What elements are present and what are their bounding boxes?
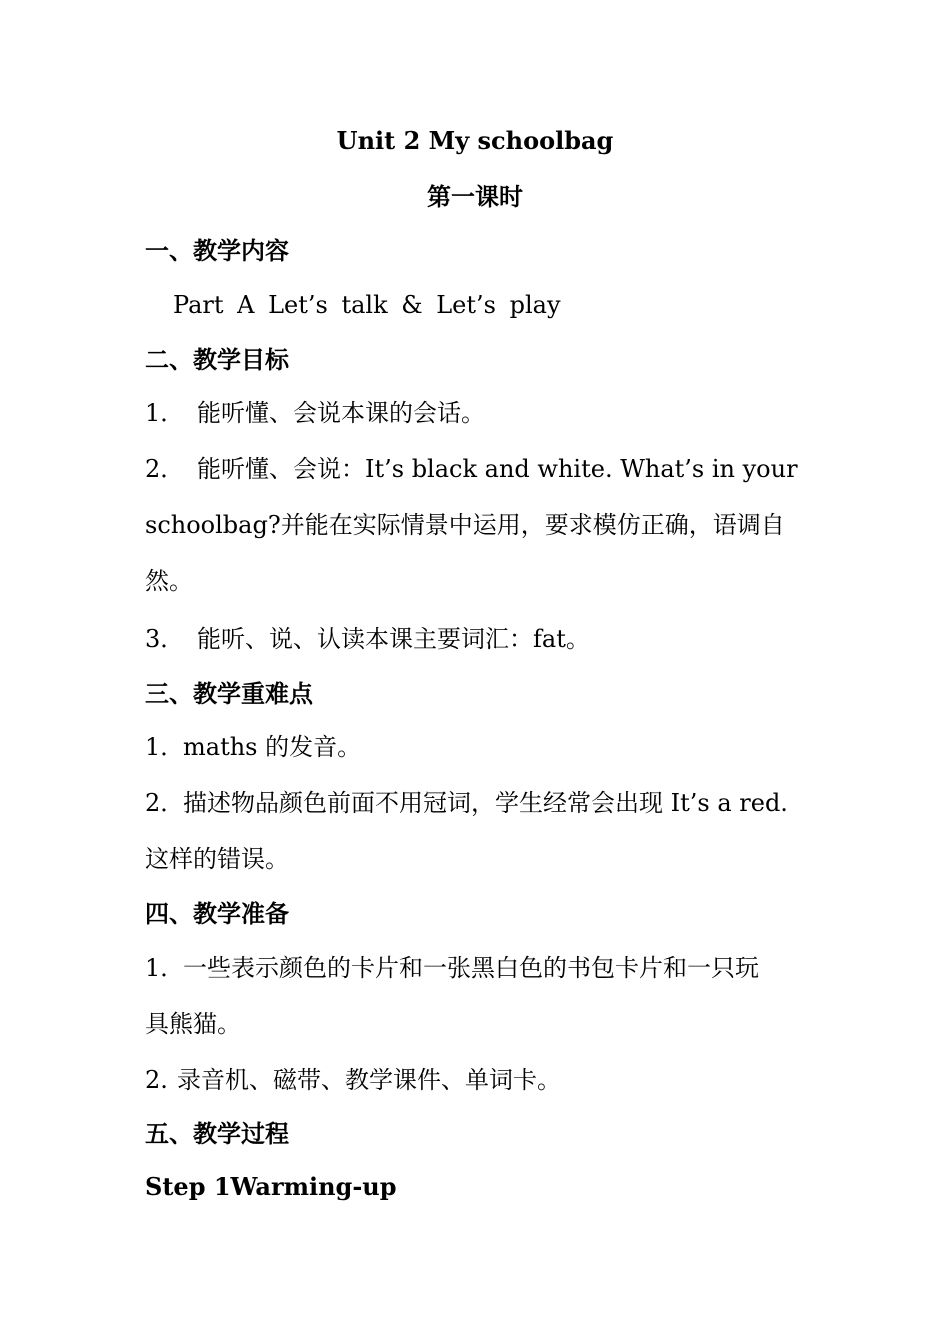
item-text: 描述物品颜色前面不用冠词，学生经常会出现 It’s a red. (183, 789, 788, 817)
preparation-item-continuation: 具熊猫。 (145, 1010, 241, 1038)
section-content-body: Part A Let’s talk & Let’s play (173, 291, 561, 319)
item-text: 一些表示颜色的卡片和一张黑白色的书包卡片和一只玩 (183, 954, 759, 982)
item-number: 1． (145, 399, 185, 427)
objective-item-continuation: 然。 (145, 567, 193, 595)
item-number: 3． (145, 625, 185, 653)
item-number: 1． (145, 954, 185, 982)
section-heading-preparation: 四、教学准备 (145, 899, 289, 928)
preparation-item (145, 1065, 805, 1095)
key-point-item-continuation: 这样的错误。 (145, 845, 289, 873)
section-heading-objectives: 二、教学目标 (145, 345, 289, 374)
lesson-subtitle: 第一课时 (427, 182, 523, 211)
section-heading-procedure: 五、教学过程 (145, 1119, 289, 1148)
objective-item (145, 624, 805, 654)
document-title: Unit 2 My schoolbag (336, 126, 614, 155)
objective-item-continuation: schoolbag?并能在实际情景中运用，要求模仿正确，语调自 (145, 511, 785, 539)
key-point-item (145, 788, 805, 818)
item-text: 能听懂、会说本课的会话。 (197, 399, 485, 427)
item-text: maths 的发音。 (183, 733, 362, 761)
preparation-item (145, 953, 805, 983)
section-heading-key-points: 三、教学重难点 (145, 679, 313, 708)
item-number: 1． (145, 733, 185, 761)
section-heading-content: 一、教学内容 (145, 236, 289, 265)
item-number: 2． (145, 455, 185, 483)
item-text: 能听懂、会说：It’s black and white. What’s in your (197, 455, 798, 483)
objective-item (145, 454, 805, 484)
item-text: 能听、说、认读本课主要词汇：fat。 (197, 625, 590, 653)
item-text: 录音机、磁带、教学课件、单词卡。 (177, 1066, 561, 1094)
item-number: 2． (145, 789, 185, 817)
item-number: 2. (145, 1066, 168, 1094)
step-heading: Step 1Warming-up (145, 1172, 397, 1201)
key-point-item (145, 732, 805, 762)
objective-item (145, 398, 805, 428)
